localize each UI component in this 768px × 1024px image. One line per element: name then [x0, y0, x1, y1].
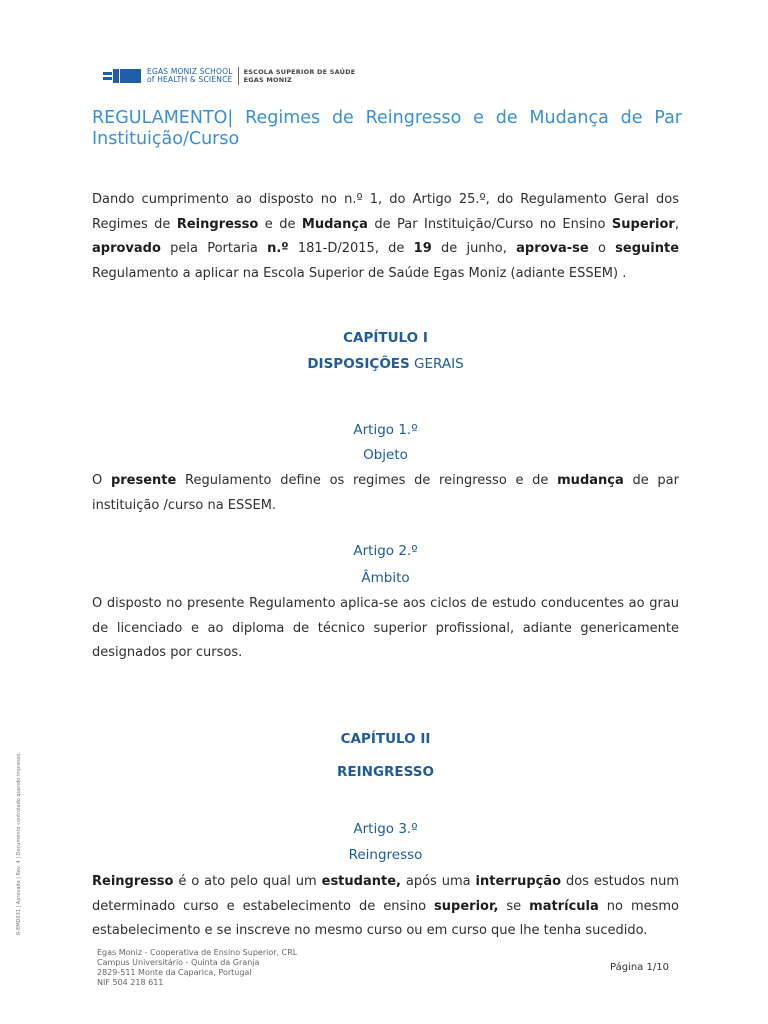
intro-paragraph: Dando cumprimento ao disposto no n.º 1, do Artigo 25.º, do Regulamento Geral dos Regimes de Reingresso e de Mudança de Par Instituição/Curso no Ensino Superior, aprovado pela Portaria n.º 181-D/2015, de 19 de junho, aprova-se o seguinte Regulamento a aplicar na Escola Superior de Saúde Egas Moniz (adiante ESSEM) .	[92, 192, 680, 281]
logo-divider	[238, 67, 239, 85]
page-number: Página 1/10	[610, 962, 669, 973]
article-1-label: Artigo 1.º	[353, 422, 418, 438]
article-2-label: Artigo 2.º	[353, 543, 418, 559]
document-title: REGULAMENTO| Regimes de Reingresso e de Mudança de Par Instituição/Curso	[92, 108, 682, 149]
article-2-text: O disposto no presente Regulamento aplica-se aos ciclos de estudo conducentes ao grau de licenciado e ao diploma de técnico superior profissional, adiante genericamente designados por cursos.	[92, 596, 679, 660]
logo-mark-icon	[103, 69, 141, 83]
article-3-text: Reingresso é o ato pelo qual um estudante, após uma interrupção dos estudos num determinado curso e estabelecimento de ensino superior, se matrícula no mesmo estabelecimento e se inscreve no mesmo curso ou em curso que lhe tenha sucedido.	[92, 874, 680, 938]
institution-logo	[103, 66, 355, 86]
logo-school-subtitle: ESCOLA SUPERIOR DE SAÚDE EGAS MONIZ	[243, 68, 356, 84]
article-2-name: Âmbito	[361, 570, 410, 586]
footer-address: Egas Moniz - Cooperativa de Ensino Superior, CRL Campus Universitário - Quinta da Granja 2829-511 Monte da Caparica, Portugal NIF 504 218 611	[97, 948, 298, 987]
chapter-2-label: CAPÍTULO II	[340, 731, 431, 747]
chapter-1-label: CAPÍTULO I	[343, 330, 428, 346]
article-1-text: O presente Regulamento define os regimes de reingresso e de mudança de par instituição /curso na ESSEM.	[92, 473, 679, 513]
chapter-2-title: REINGRESSO	[337, 764, 434, 780]
logo-school-name: EGAS MONIZ SCHOOL of HEALTH & SCIENCE	[147, 67, 233, 84]
chapter-1-title: DISPOSIÇÕES GERAIS	[307, 356, 464, 372]
article-3-label: Artigo 3.º	[353, 821, 418, 837]
document-control-note: R-EMD031 | Aprovado | Rev. 4 | Documento controlado quando impresso.	[16, 751, 22, 935]
article-3-name: Reingresso	[348, 847, 423, 863]
article-1-name: Objeto	[363, 447, 408, 463]
